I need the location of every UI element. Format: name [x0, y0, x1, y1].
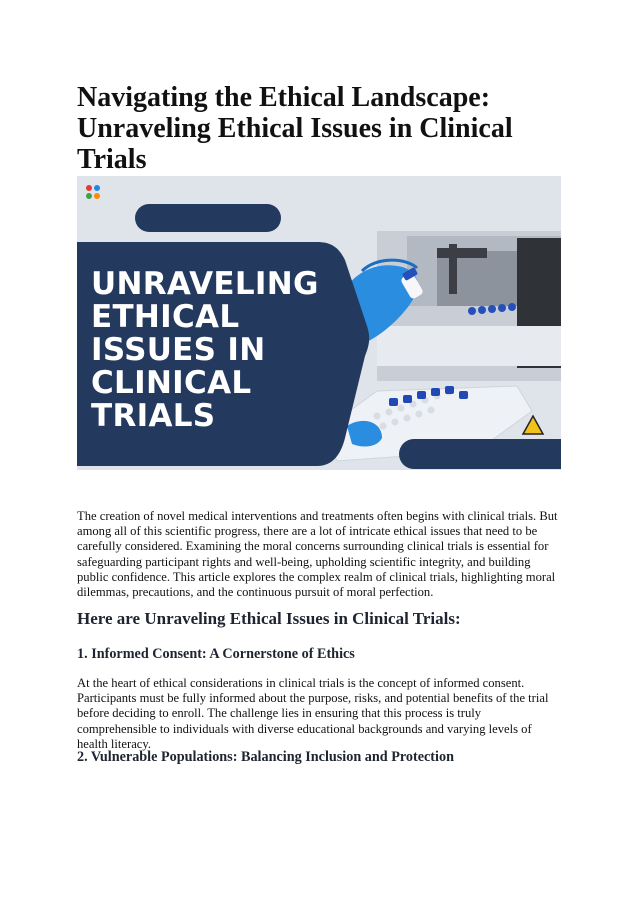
subsection-paragraph-1: At the heart of ethical considerations in clinical trials is the concept of informed consent. Participants must be fully informed about the purpose, risks, and potential benefits of the trial before deciding to enroll. The challenge lies in ensuring that this process is truly comprehensible to individuals with diverse educational backgrounds and varying levels of health literacy.: [77, 676, 549, 751]
subsection-heading-1: 1. Informed Consent: A Cornerstone of Ethics: [77, 646, 355, 662]
hero-headline: [91, 268, 331, 433]
hero-banner-image: [77, 176, 561, 498]
hero-line: TRIALS: [91, 398, 216, 434]
section-heading: Here are Unraveling Ethical Issues in Clinical Trials:: [77, 609, 461, 628]
hero-line: UNRAVELING: [91, 266, 319, 302]
subsection-heading-2: 2. Vulnerable Populations: Balancing Inclusion and Protection: [77, 749, 454, 765]
hero-line: ETHICAL: [91, 299, 240, 335]
hero-line: CLINICAL: [91, 365, 252, 401]
article-title: Navigating the Ethical Landscape: Unraveling Ethical Issues in Clinical Trials: [77, 82, 513, 175]
hero-line: ISSUES IN: [91, 332, 266, 368]
intro-paragraph: The creation of novel medical interventions and treatments often begins with clinical trials. But among all of this scientific progress, there are a lot of intricate ethical issues that need to be carefully considered. Examining the moral concerns surrounding clinical trials is essential for safeguarding participant rights and well-being, upholding scientific integrity, and building public confidence. This article explores the complex realm of clinical trials, highlighting moral dilemmas, precautions, and the continuous pursuit of moral perfection.: [77, 509, 558, 600]
